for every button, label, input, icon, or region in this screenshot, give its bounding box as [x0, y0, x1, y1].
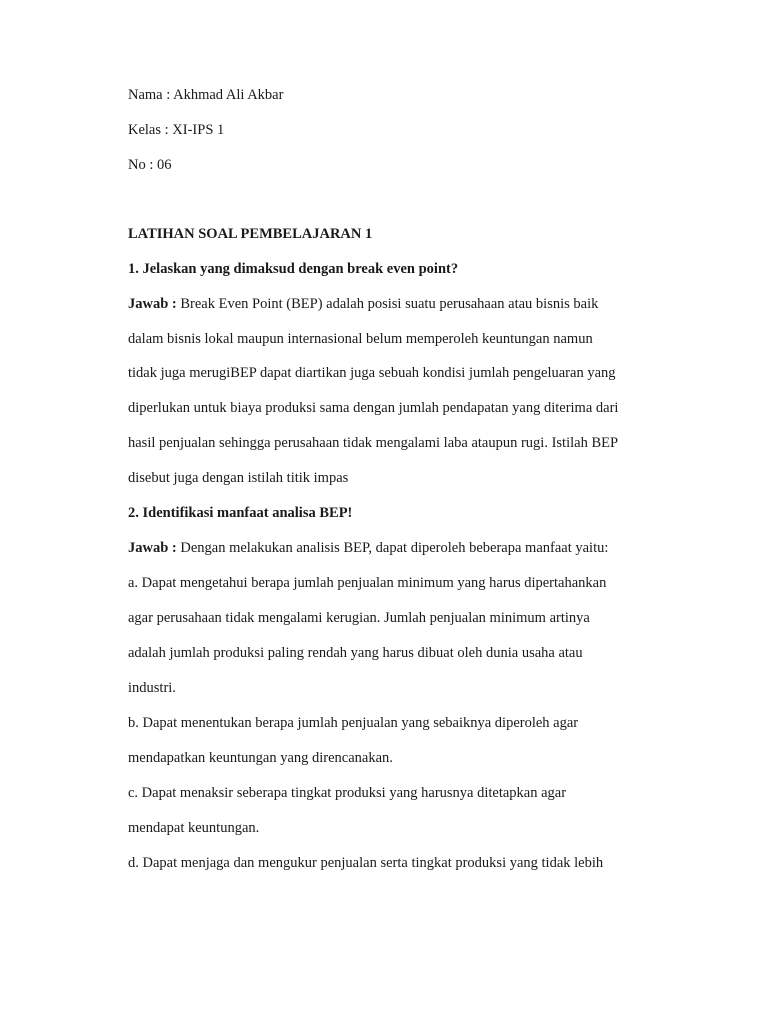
answer-2-line-5: b. Dapat menentukan berapa jumlah penjualan yang sebaiknya diperoleh agar	[128, 715, 579, 731]
answer-1-text: Break Even Point (BEP) adalah posisi suatu perusahaan atau bisnis baik	[176, 296, 599, 312]
answer-2-line-8: mendapat keuntungan.	[128, 820, 260, 836]
jawab-label: Jawab :	[128, 296, 177, 312]
student-number: No : 06	[128, 157, 172, 173]
answer-2-intro-text: Dengan melakukan analisis BEP, dapat diperoleh beberapa manfaat yaitu:	[176, 540, 609, 556]
answer-1-line-1	[128, 295, 598, 313]
answer-2-line-4: industri.	[128, 680, 176, 696]
question-1: 1. Jelaskan yang dimaksud dengan break even point?	[128, 261, 459, 277]
student-class: Kelas : XI-IPS 1	[128, 122, 225, 138]
jawab-label: Jawab :	[128, 540, 177, 556]
answer-2-line-1: a. Dapat mengetahui berapa jumlah penjualan minimum yang harus dipertahankan	[128, 575, 607, 591]
answer-2-line-2: agar perusahaan tidak mengalami kerugian. Jumlah penjualan minimum artinya	[128, 610, 590, 626]
answer-1-line-6: disebut juga dengan istilah titik impas	[128, 470, 349, 486]
answer-2-line-3: adalah jumlah produksi paling rendah yang harus dibuat oleh dunia usaha atau	[128, 645, 583, 661]
question-2: 2. Identifikasi manfaat analisa BEP!	[128, 505, 353, 521]
answer-1-line-3: tidak juga merugiBEP dapat diartikan juga sebuah kondisi jumlah pengeluaran yang	[128, 365, 616, 381]
answer-2-line-6: mendapatkan keuntungan yang direncanakan.	[128, 750, 393, 766]
section-title: LATIHAN SOAL PEMBELAJARAN 1	[128, 226, 373, 242]
answer-1-line-5: hasil penjualan sehingga perusahaan tidak mengalami laba ataupun rugi. Istilah BEP	[128, 435, 619, 451]
student-name: Nama : Akhmad Ali Akbar	[128, 87, 284, 103]
answer-2-intro	[128, 539, 608, 557]
answer-1-line-2: dalam bisnis lokal maupun internasional belum memperoleh keuntungan namun	[128, 331, 593, 347]
answer-2-line-9: d. Dapat menjaga dan mengukur penjualan serta tingkat produksi yang tidak lebih	[128, 855, 604, 871]
answer-2-line-7: c. Dapat menaksir seberapa tingkat produksi yang harusnya ditetapkan agar	[128, 785, 567, 801]
answer-1-line-4: diperlukan untuk biaya produksi sama dengan jumlah pendapatan yang diterima dari	[128, 400, 619, 416]
